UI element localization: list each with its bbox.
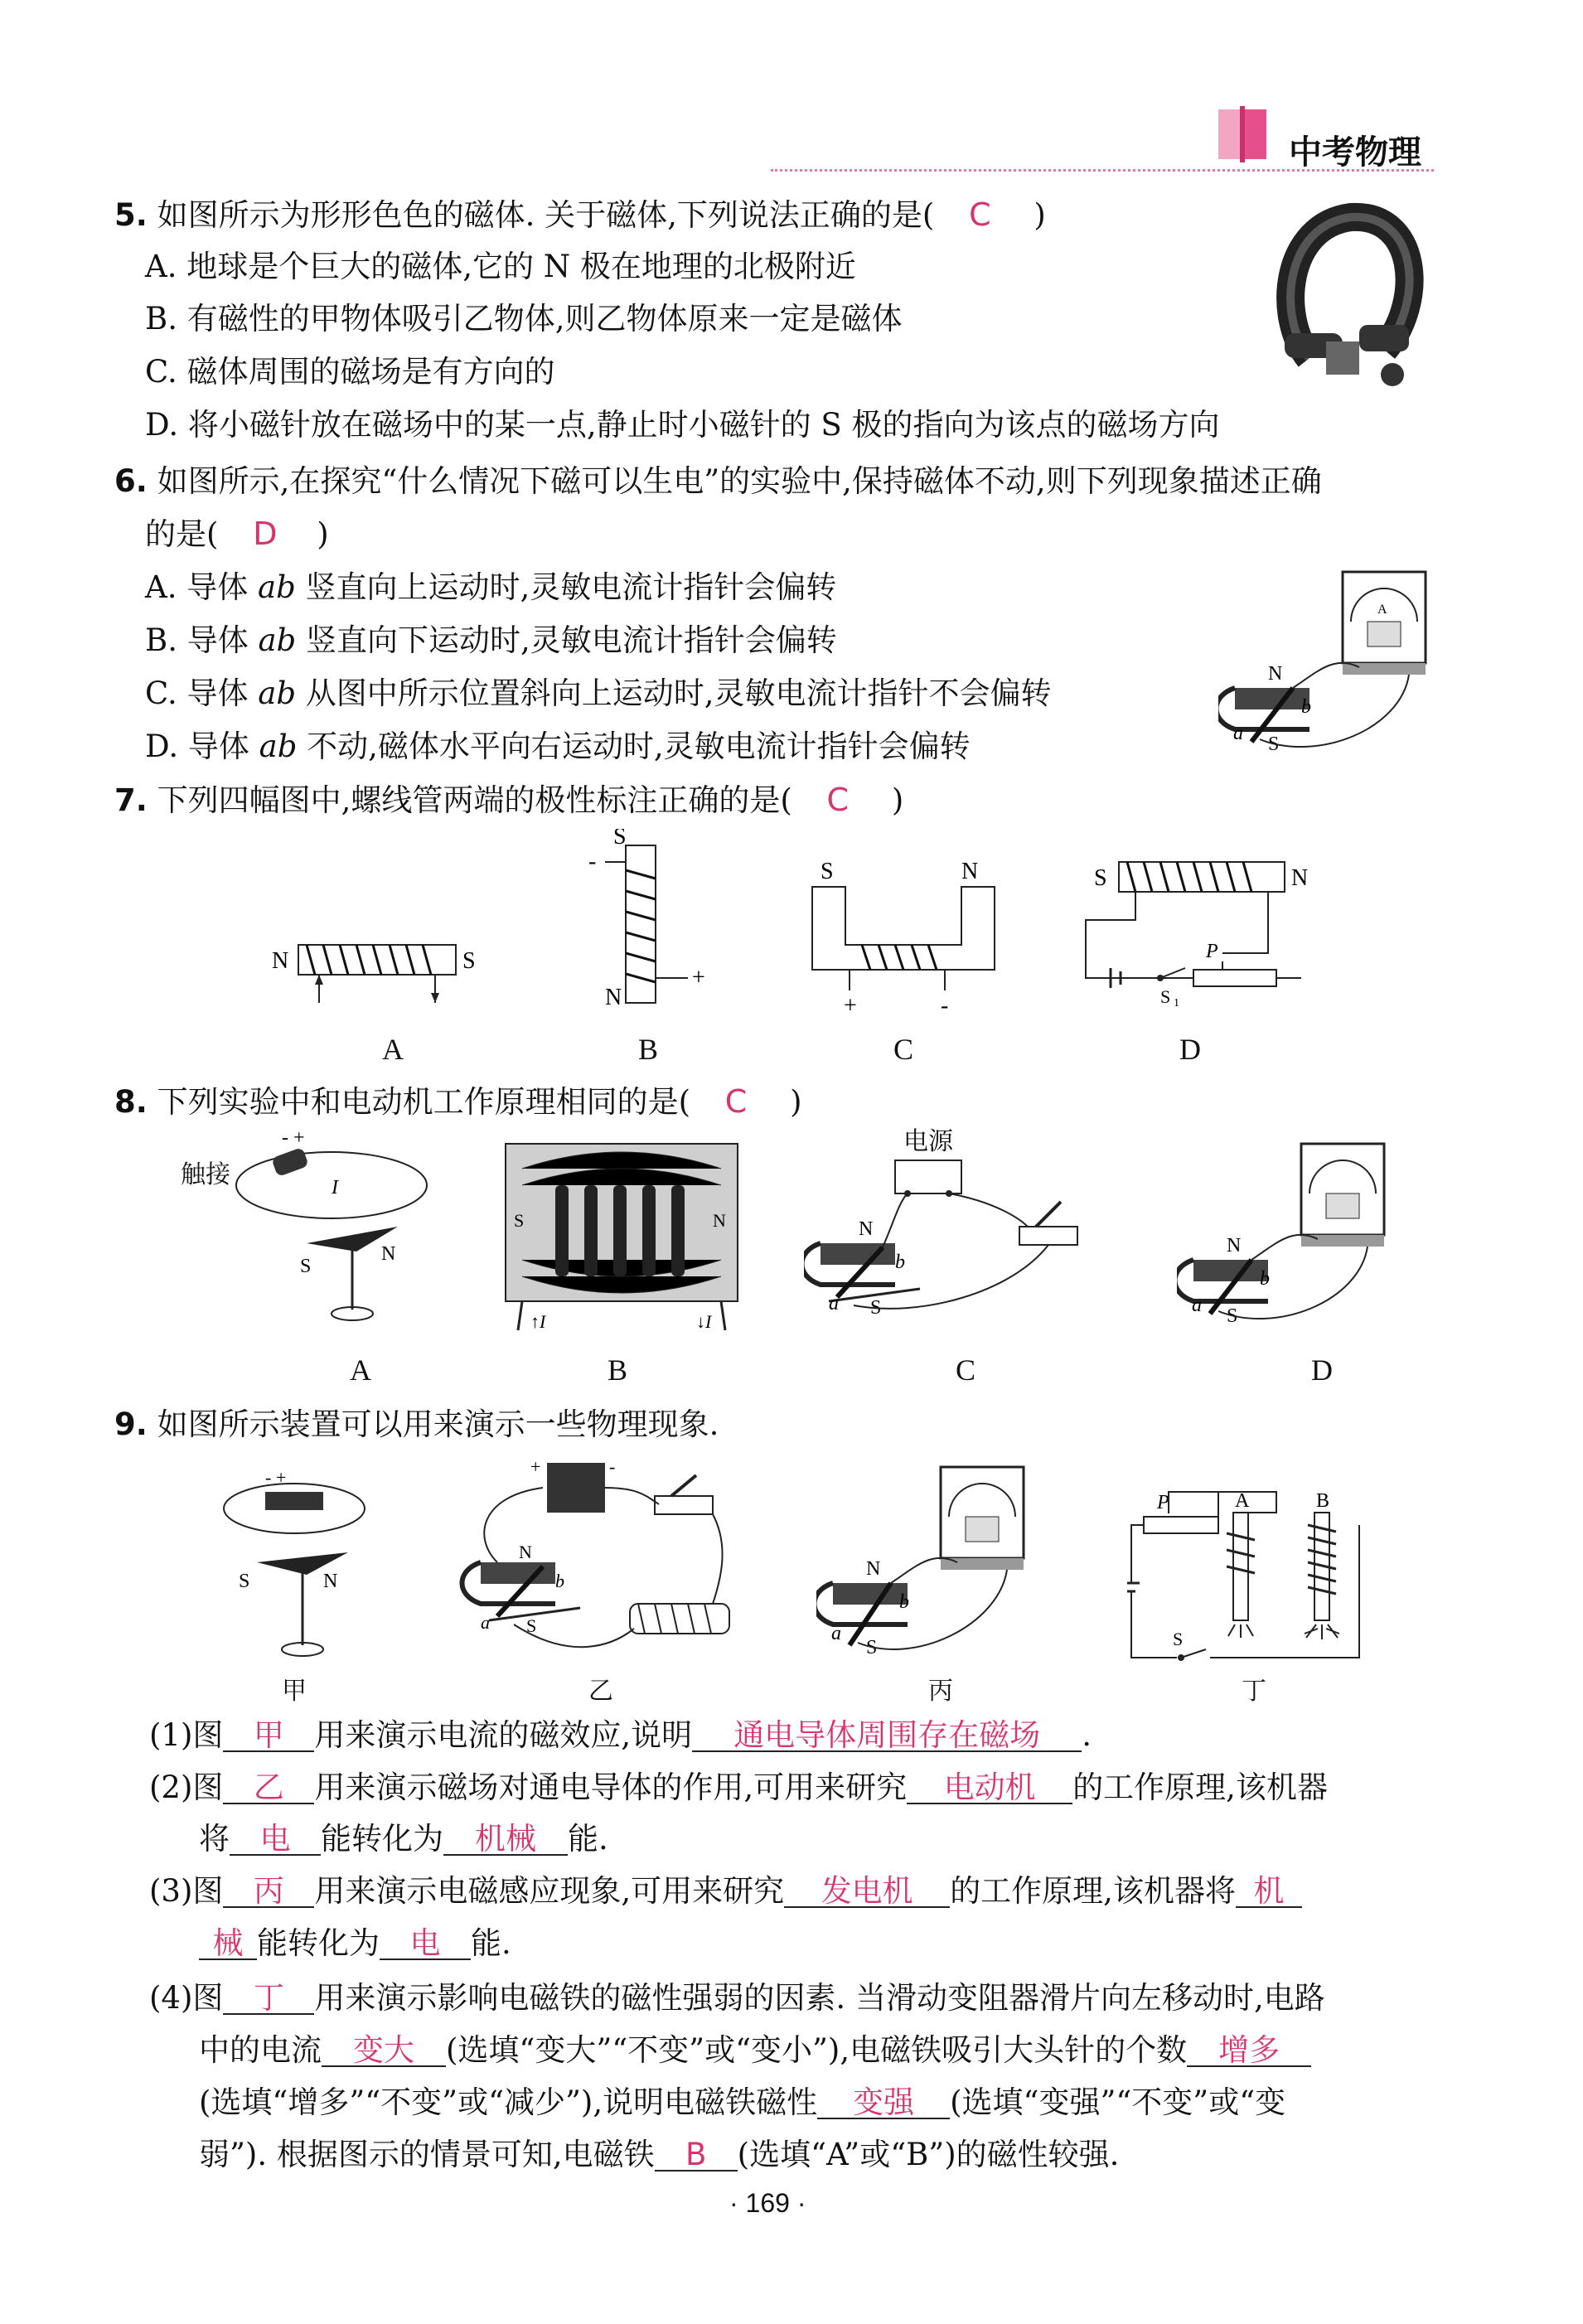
svg-text:a: a [829,1293,839,1315]
q9-figure-yi [448,1455,746,1670]
q8-caption-a: A [350,1353,371,1387]
q9-part4-line4 [199,2139,1119,2171]
svg-text:a: a [1233,723,1243,744]
q9-p3-blank1: 丙 [223,1876,314,1908]
q5-stem [114,196,1046,233]
q9-caption-jia: 甲 [282,1677,307,1706]
q7-solenoid-b [580,829,729,1019]
q9-caption-yi: 乙 [588,1677,613,1706]
q8-text: 下列实验中和电动机工作原理相同的是( [157,1084,691,1120]
q5-option-b: B. 有磁性的甲物体吸引乙物体,则乙物体原来一定是磁体 [145,301,903,336]
svg-text:a: a [481,1612,490,1633]
svg-text:S: S [300,1256,312,1277]
q7-caption-b: B [637,1033,658,1066]
q7-number: 7. [114,782,148,818]
q7-answer: C [826,782,850,818]
q6-b-post: 竖直向下运动时,灵敏电流计指针会偏转 [296,622,837,658]
q8-label-power: 电源 [903,1127,953,1156]
svg-text:A: A [1377,603,1387,617]
q9-p2-pre: (2)图 [149,1770,224,1805]
q6-a-pre: A. 导体 [145,569,259,605]
q9-p4-l2mid: (选填“变大”“不变”或“变小”),电磁铁吸引大头针的个数 [446,2032,1188,2068]
q7-solenoid-a [265,920,489,1019]
q9-p2-post: 的工作原理,该机器 [1072,1770,1328,1805]
svg-text:P: P [1206,941,1218,962]
header-rule [771,169,1434,172]
q9-p1-mid: 用来演示电流的磁效应,说明 [314,1717,693,1753]
svg-text:N: N [323,1571,338,1592]
svg-text:- +: - + [282,1127,305,1149]
q6-answer: D [253,516,278,552]
q6-close: ) [317,516,329,552]
q6-c-pre: C. 导体 [145,675,259,711]
svg-text:S: S [821,859,834,884]
q8-caption-d: D [1311,1353,1333,1387]
svg-text:↓I: ↓I [696,1311,712,1332]
q6-b-var: ab [258,622,297,658]
q9-part4-line2 [199,2032,1311,2068]
svg-text:N: N [1268,663,1283,685]
q9-p1-pre: (1)图 [149,1717,224,1753]
q9-p4-l3post: (选填“变强”“不变”或“变 [950,2084,1286,2120]
q9-p4-blank4: 变强 [817,2087,950,2119]
svg-text:S: S [239,1571,250,1592]
svg-text:N: N [605,985,622,1010]
q9-part4-line3 [199,2084,1286,2120]
svg-text:S: S [462,948,476,974]
q6-a-post: 竖直向上运动时,灵敏电流计指针会偏转 [295,569,837,605]
q9-part3-line2 [199,1925,511,1961]
q8-close: ) [790,1084,802,1120]
q7-text: 下列四幅图中,螺线管两端的极性标注正确的是( [157,782,792,818]
q9-p3-post: 的工作原理,该机器将 [950,1873,1236,1909]
q8-stem [114,1083,802,1120]
q8-answer: C [724,1083,748,1120]
svg-text:b: b [1301,696,1311,718]
q5-magnet-figure [1260,192,1426,391]
q9-p3-blank3a: 机 [1236,1876,1302,1908]
q6-text-2: 的是( [145,516,219,552]
svg-text:1: 1 [1174,997,1179,1009]
q6-stem-line2 [145,518,329,550]
q6-a-var: ab [258,569,296,605]
q7-solenoid-c [796,854,1011,1019]
q6-text: 如图所示,在探究“什么情况下磁可以生电”的实验中,保持磁体不动,则下列现象描述正确 [157,463,1322,499]
q8-motor-figure [804,1152,1119,1334]
svg-text:N: N [381,1243,396,1265]
svg-text:N: N [1291,865,1309,891]
svg-text:-: - [588,849,597,874]
q6-option-d [145,731,971,762]
svg-text:a: a [1192,1295,1202,1316]
q7-caption-c: C [893,1033,913,1066]
svg-text:N: N [866,1558,881,1580]
q9-p2-mid: 用来演示磁场对通电导体的作用,可用来研究 [314,1770,908,1805]
q9-p1-post: . [1082,1717,1092,1753]
q9-p3-l2post: 能. [471,1925,511,1961]
q6-c-post: 从图中所示位置斜向上运动时,灵敏电流计指针不会偏转 [296,675,1052,711]
q6-d-pre: D. 导体 [145,729,259,764]
q9-p2-l2post: 能. [568,1821,608,1857]
q9-stem [114,1409,719,1440]
svg-text:b: b [895,1252,905,1273]
q8-caption-c: C [955,1353,975,1387]
q9-p4-mid: 用来演示影响电磁铁的磁性强弱的因素. 当滑动变阻器滑片向左移动时,电路 [314,1980,1325,2016]
q9-p1-blank2: 通电导体周围存在磁场 [692,1720,1082,1752]
q6-b-pre: B. 导体 [145,622,259,658]
q9-p4-pre: (4)图 [149,1980,224,2016]
svg-text:S: S [866,1637,878,1658]
q9-p2-l2pre: 将 [199,1821,230,1857]
svg-text:N: N [519,1542,532,1562]
q9-p2-blank2: 电动机 [907,1772,1072,1804]
svg-text:S: S [1094,865,1107,891]
svg-text:-: - [941,993,949,1019]
q9-p3-pre: (3)图 [149,1873,224,1909]
svg-text:N: N [1227,1235,1242,1256]
q6-d-post: 不动,磁体水平向右运动时,灵敏电流计指针会偏转 [297,729,971,764]
q9-p4-l3pre: (选填“增多”“不变”或“减少”),说明电磁铁磁性 [199,2084,818,2120]
q9-p4-blank1: 丁 [223,1983,314,2015]
q9-p4-blank2: 变大 [322,2035,446,2067]
svg-text:N: N [272,948,289,974]
book-icon [1210,99,1276,166]
svg-text:I: I [332,1177,338,1198]
q8-generator-figure [1177,1135,1409,1326]
q9-p3-blank4: 电 [380,1928,471,1960]
q7-close: ) [891,782,904,818]
q9-p2-blank3: 电 [230,1823,321,1856]
svg-text:a: a [831,1623,841,1644]
q8-caption-b: B [607,1353,627,1387]
svg-text:-: - [609,1456,616,1477]
q9-p4-l2pre: 中的电流 [199,2032,322,2068]
svg-text:+: + [530,1456,541,1477]
header-title: 中考物理 [1289,133,1421,172]
q9-part1 [149,1717,1092,1753]
svg-text:S: S [526,1615,537,1636]
q7-caption-d: D [1179,1033,1201,1066]
q5-close: ) [1034,197,1046,233]
q6-stem [114,463,1322,499]
svg-text:B: B [1316,1490,1330,1512]
q9-p3-blank3b: 械 [199,1928,257,1960]
svg-text:S: S [870,1297,882,1319]
q8-oersted-figure [224,1127,439,1334]
q9-figure-ding [1127,1484,1392,1674]
q5-option-a: A. 地球是个巨大的磁体,它的 N 极在地理的北极附近 [145,249,856,284]
svg-text:+: + [692,965,705,990]
q9-p3-l2mid: 能转化为 [257,1925,380,1961]
q9-caption-bing: 丙 [928,1677,953,1706]
svg-text:P: P [1157,1492,1169,1513]
q9-number: 9. [114,1407,148,1442]
q9-figure-bing [816,1459,1040,1658]
svg-text:S: S [1268,734,1280,754]
q6-option-a [145,569,837,605]
q9-p4-l4post: (选填“A”或“B”)的磁性较强. [737,2137,1120,2172]
q5-number: 5. [114,197,148,233]
svg-text:N: N [961,859,979,884]
q9-p2-blank4: 机械 [443,1823,568,1856]
svg-text:b: b [1260,1268,1270,1290]
q9-p4-l4pre: 弱”). 根据图示的情景可知,电磁铁 [199,2137,655,2172]
q9-text: 如图所示装置可以用来演示一些物理现象. [157,1407,719,1442]
q6-d-var: ab [259,729,298,764]
q8-label-touch: 触接 [181,1160,230,1189]
q7-caption-a: A [382,1033,404,1066]
svg-text:S: S [1160,986,1171,1007]
header [771,99,1434,182]
svg-text:S: S [613,829,627,850]
svg-text:b: b [899,1591,909,1613]
svg-text:S: S [1227,1305,1238,1326]
q9-p4-blank3: 增多 [1187,2035,1311,2067]
q6-induction-figure [1218,564,1442,754]
svg-text:↑I: ↑I [530,1311,546,1332]
q9-p3-blank2: 发电机 [784,1876,950,1908]
q8-number: 8. [114,1084,148,1120]
svg-text:- +: - + [265,1467,287,1488]
q6-number: 6. [114,463,148,499]
q9-caption-ding: 丁 [1242,1677,1266,1706]
svg-text:+: + [844,993,857,1019]
q9-p1-blank1: 甲 [223,1720,314,1752]
q5-text: 如图所示为形形色色的磁体. 关于磁体,下列说法正确的是( [157,197,935,233]
q9-p4-blank5: B [655,2139,738,2171]
svg-text:S: S [514,1210,525,1231]
q9-figure-jia [215,1463,373,1670]
q5-answer: C [969,196,991,233]
q9-part3 [149,1873,1302,1909]
q5-option-c: C. 磁体周围的磁场是有方向的 [145,354,555,390]
q9-p2-blank1: 乙 [223,1772,314,1804]
q6-c-var: ab [258,675,297,711]
q7-solenoid-d [1077,845,1343,1011]
svg-text:A: A [1235,1490,1250,1512]
q7-stem [114,784,903,816]
q6-option-c [145,675,1052,711]
q8-iron-filings-figure [497,1135,746,1334]
q9-part4 [149,1980,1325,2016]
svg-text:S: S [1173,1629,1184,1649]
q9-part2 [149,1772,1328,1804]
svg-text:b: b [555,1571,564,1591]
page-number: · 169 · [729,2188,806,2218]
q9-p3-mid: 用来演示电磁感应现象,可用来研究 [314,1873,785,1909]
q9-p2-l2mid: 能转化为 [321,1821,443,1857]
q6-option-b [145,622,837,658]
svg-text:N: N [713,1210,726,1231]
svg-text:N: N [859,1218,874,1240]
q5-option-d: D. 将小磁针放在磁场中的某一点,静止时小磁针的 S 极的指向为该点的磁场方向 [145,407,1220,443]
q9-part2-line2 [199,1823,608,1856]
